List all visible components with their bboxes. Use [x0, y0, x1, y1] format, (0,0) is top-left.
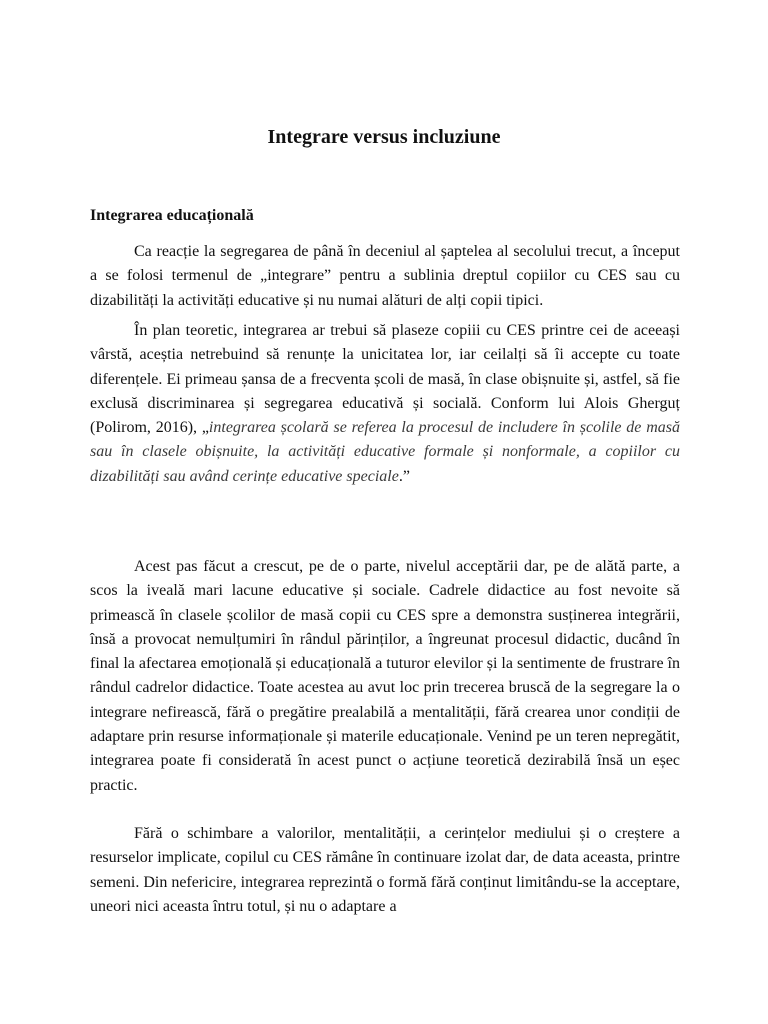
paragraph-2-intro: În plan teoretic, integrarea ar trebui să plaseze copiii cu CES printre cei de aceeași vârstă, aceștia netrebuind să renunțe la unicitatea lor, iar ceilalți să îi accepte cu toate diferențele. Ei primeau șansa de a frecventa școli de masă, în clase obișnuite și, astfel, să fie exclusă discriminarea și segregarea educativă și socială. Conform lui Alois Gherguț (Polirom, 2016), „ [90, 322, 680, 437]
paragraph-2-quote: integrarea școlară se referea la procesul de includere în școlile de masă sau în clasele obișnuite, la activități educative formale și nonformale, a copiilor cu dizabilități sau având cerințe educative speciale [90, 419, 680, 485]
paragraph-2-closing: .” [398, 467, 410, 485]
paragraph-4: Fără o schimbare a valorilor, mentalității, a cerințelor mediului și o creștere a resurselor implicate, copilul cu CES rămâne în continuare izolat dar, de data aceasta, printre semeni. Din nefericire, integrarea reprezintă o formă fără conținut limitându-se la acceptare, uneori nici aceasta întru totul, și nu o adaptare a [90, 825, 680, 915]
paragraph-2 [90, 319, 680, 489]
paragraph-3: Acest pas făcut a crescut, pe de o parte, nivelul acceptării dar, pe de alătă parte, a scos la iveală mari lacune educative și sociale. Cadrele didactice au fost nevoite să primească în clasele școlilor de masă copii cu CES spre a demonstra susținerea integrării, însă a provocat nemulțumiri în rândul părinților, a îngreunat procesul didactic, ducând în final la afectarea emoțională și educațională a tuturor elevilor și la sentimente de frustrare în rândul cadrelor didactice. Toate acestea au avut loc prin trecerea bruscă de la segregare la o integrare nefirească, fără o pregătire prealabilă a mentalității, fără crearea unor condiții de adaptare prin resurse informaționale și materile educaționale. Venind pe un teren nepregătit, integrarea poate fi considerată în acest punct o acțiune teoretică dezirabilă însă un eșec practic. [90, 558, 680, 794]
document-title: Integrare versus incluziune [267, 126, 501, 148]
paragraph-1: Ca reacție la segregarea de până în deceniul al șaptelea al secolului trecut, a început a se folosi termenul de „integrare” pentru a sublinia dreptul copiilor cu CES sau cu dizabilități la activități educative și nu numai alături de alți copii tipici. [90, 243, 680, 309]
section-heading: Integrarea educațională [90, 207, 254, 224]
